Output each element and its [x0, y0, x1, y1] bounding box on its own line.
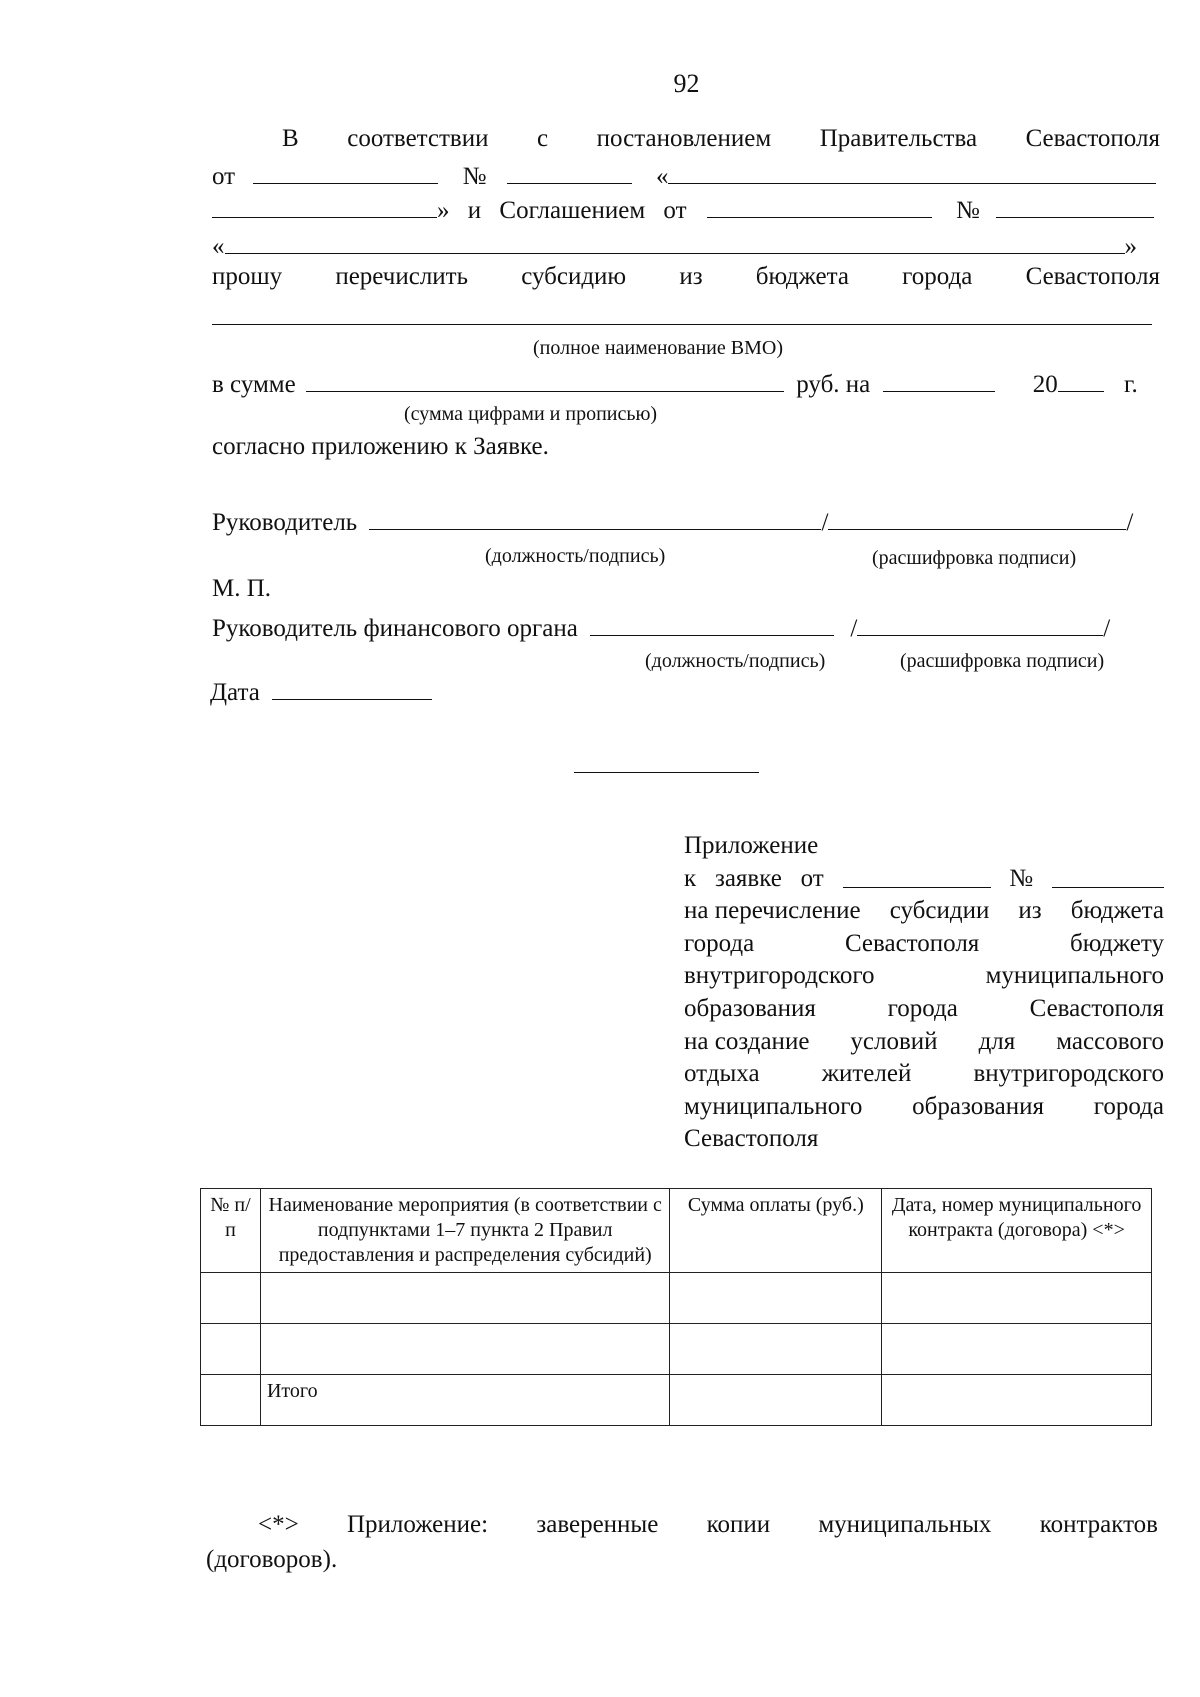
vmo-name-blank[interactable]	[212, 300, 1152, 325]
request-line-3: » и Соглашением от №	[212, 193, 1154, 226]
col-payment-sum-header: Сумма оплаты (руб.)	[670, 1189, 882, 1273]
head-position-caption: (должность/подпись)	[485, 545, 666, 567]
resolution-number-blank[interactable]	[507, 159, 632, 184]
request-date-blank[interactable]	[843, 863, 991, 888]
table-cell[interactable]	[882, 1324, 1152, 1375]
year-blank[interactable]	[1058, 367, 1104, 392]
col-number-header: № п/п	[201, 1189, 261, 1273]
table-cell[interactable]	[670, 1273, 882, 1324]
period-blank[interactable]	[883, 367, 995, 392]
finance-position-signature-blank[interactable]	[590, 611, 834, 636]
vmo-caption: (полное наименование ВМО)	[533, 337, 783, 359]
section-separator	[574, 772, 759, 773]
events-table	[200, 1188, 1152, 1426]
table-cell[interactable]	[260, 1273, 670, 1324]
resolution-title-blank[interactable]	[668, 159, 1156, 184]
appendix-line-4: города Севастополя бюджету	[684, 929, 1164, 957]
footnote-line-1: <*> Приложение: заверенные копии муниципальных контрактов	[258, 1511, 1158, 1538]
agreement-title-blank[interactable]	[225, 229, 1125, 254]
resolution-date-blank[interactable]	[253, 159, 438, 184]
appendix-line-6: образования города Севастополя	[684, 994, 1164, 1022]
table-cell[interactable]	[670, 1324, 882, 1375]
finance-signature-line: Руководитель финансового органа / /	[212, 611, 1110, 644]
appendix-line-10: Севастополя	[684, 1125, 819, 1153]
appendix-line-2: к заявке от №	[684, 863, 1164, 896]
request-line-4: « »	[212, 229, 1137, 262]
request-line-7: в сумме руб. на 20 г.	[212, 367, 1138, 400]
table-cell[interactable]	[882, 1273, 1152, 1324]
table-header-row	[201, 1189, 1152, 1273]
table-total-row	[201, 1375, 1152, 1426]
agreement-date-blank[interactable]	[707, 193, 932, 218]
table-cell[interactable]	[260, 1324, 670, 1375]
request-line-2: от № «	[212, 159, 1156, 192]
finance-position-caption: (должность/подпись)	[645, 650, 826, 672]
appendix-line-7: на создание условий для массового	[684, 1027, 1164, 1055]
appendix-line-9: муниципального образования города	[684, 1092, 1164, 1120]
head-decode-caption: (расшифровка подписи)	[872, 547, 1077, 569]
sum-blank[interactable]	[306, 367, 784, 392]
date-line: Дата	[210, 675, 432, 708]
col-contract-header: Дата, номер муниципального контракта (договора) <*>	[882, 1189, 1152, 1273]
request-line-5: прошу перечислить субсидию из бюджета города Севастополя	[212, 263, 1160, 290]
table-row	[201, 1324, 1152, 1375]
page-number: 92	[673, 69, 700, 98]
request-number-blank[interactable]	[1052, 863, 1164, 888]
footnote-line-2: (договоров).	[206, 1546, 338, 1573]
total-sum-cell[interactable]	[670, 1375, 882, 1426]
request-line-1: В соответствии с постановлением Правительства Севастополя	[282, 125, 1160, 152]
seal-mark: М. П.	[212, 575, 272, 602]
col-event-name-header: Наименование мероприятия (в соответствии с подпунктами 1–7 пункта 2 Правил предоставления и распределения субсидий)	[260, 1189, 670, 1273]
appendix-heading	[684, 830, 1164, 1156]
appendix-title: Приложение	[684, 832, 819, 859]
finance-decode-caption: (расшифровка подписи)	[900, 650, 1105, 672]
table-cell[interactable]	[882, 1375, 1152, 1426]
table-row	[201, 1273, 1152, 1324]
table-cell[interactable]	[201, 1375, 261, 1426]
table-cell[interactable]	[201, 1273, 261, 1324]
total-label: Итого	[260, 1375, 670, 1426]
appendix-line-3: на перечисление субсидии из бюджета	[684, 897, 1164, 925]
head-signature-line: Руководитель / /	[212, 505, 1133, 538]
sum-caption: (сумма цифрами и прописью)	[404, 403, 658, 425]
head-decode-blank[interactable]	[828, 505, 1126, 530]
table-cell[interactable]	[201, 1324, 261, 1375]
date-blank[interactable]	[272, 675, 432, 700]
request-line-9: согласно приложению к Заявке.	[212, 433, 549, 460]
agreement-number-blank[interactable]	[996, 193, 1154, 218]
appendix-line-5: внутригородского муниципального	[684, 962, 1164, 990]
finance-decode-blank[interactable]	[857, 611, 1103, 636]
head-position-signature-blank[interactable]	[369, 505, 821, 530]
appendix-line-8: отдыха жителей внутригородского	[684, 1060, 1164, 1088]
resolution-title-blank-cont[interactable]	[212, 193, 437, 218]
